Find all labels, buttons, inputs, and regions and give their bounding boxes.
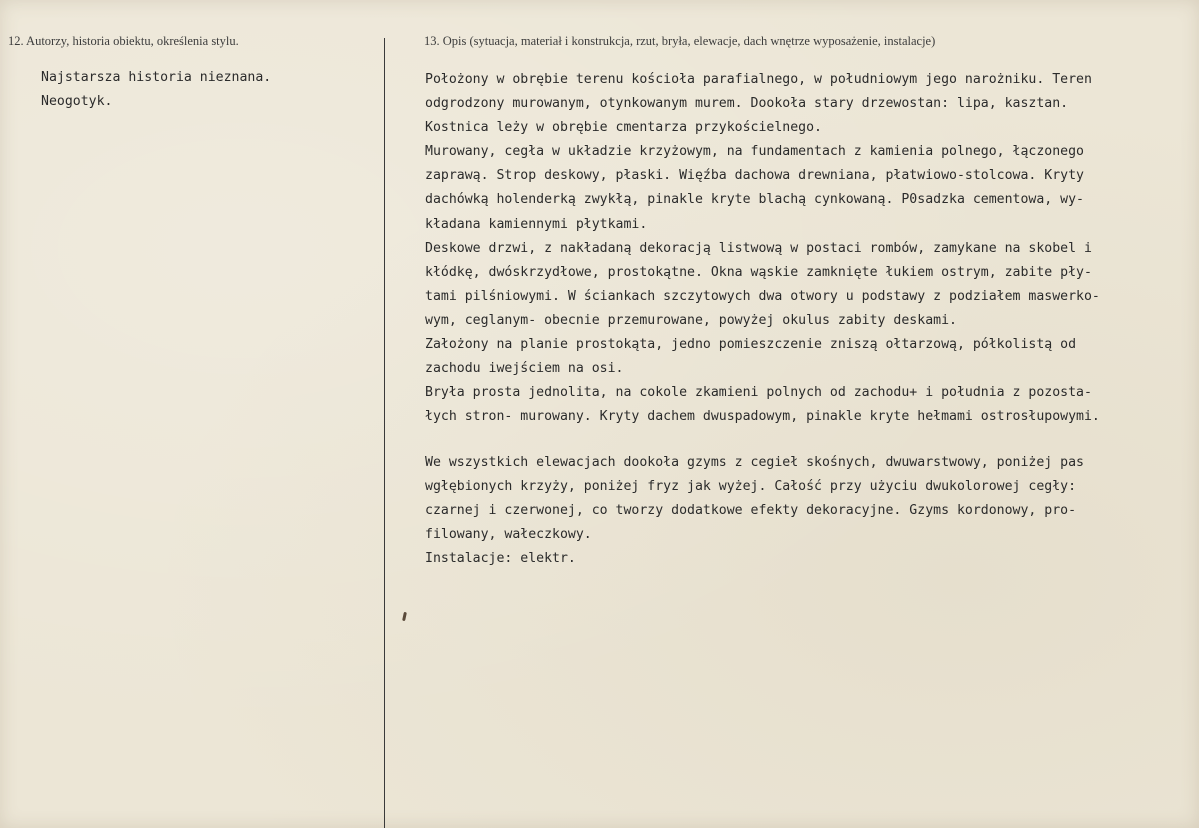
- section-12-header: 12. Autorzy, historia obiektu, określenia stylu.: [8, 34, 239, 48]
- text-line: czarnej i czerwonej, co tworzy dodatkowe efekty dekoracyjne. Gzyms kordonowy, pro-: [425, 503, 1077, 519]
- text-line: kładana kamiennymi płytkami.: [425, 216, 648, 232]
- elevation-description-text: [425, 451, 1084, 571]
- text-line: kłódkę, dwóskrzydłowe, prostokątne. Okna wąskie zamknięte łukiem ostrym, zabite pły-: [425, 264, 1092, 280]
- ink-blot: [402, 612, 407, 621]
- text-line: Kostnica leży w obrębie cmentarza przykościelnego.: [425, 120, 822, 136]
- text-line: zaprawą. Strop deskowy, płaski. Więźba dachowa drewniana, płatwiowo-stolcowa. Kryty: [425, 168, 1084, 184]
- text-line: Bryła prosta jednolita, na cokole zkamieni polnych od zachodu+ i południa z pozosta-: [425, 385, 1092, 401]
- text-line: wym, ceglanym- obecnie przemurowane, powyżej okulus zabity deskami.: [425, 312, 957, 328]
- text-line: Murowany, cegła w układzie krzyżowym, na fundamentach z kamienia polnego, łączonego: [425, 144, 1084, 160]
- text-line: Założony na planie prostokąta, jedno pomieszczenie zniszą ołtarzową, półkolistą od: [425, 337, 1077, 353]
- text-line: Deskowe drzwi, z nakładaną dekoracją listwową w postaci rombów, zamykane na skobel i: [425, 240, 1092, 256]
- history-style-text: [41, 66, 271, 114]
- text-line: Położony w obrębie terenu kościoła parafialnego, w południowym jego narożniku. Teren: [425, 72, 1092, 87]
- text-line: wgłębionych krzyży, poniżej fryz jak wyżej. Całość przy użyciu dwukolorowej cegły:: [425, 479, 1077, 495]
- text-line: dachówką holenderką zwykłą, pinakle kryte blachą cynkowaną. P0sadzka cementowa, wy-: [425, 192, 1084, 208]
- column-divider: [384, 38, 385, 828]
- text-line: zachodu iwejściem na osi.: [425, 361, 624, 377]
- text-line: Najstarsza historia nieznana.: [41, 70, 272, 85]
- text-line: tami pilśniowymi. W ściankach szczytowych dwa otwory u podstawy z podziałem maswerko-: [425, 288, 1100, 304]
- text-line: We wszystkich elewacjach dookoła gzyms z cegieł skośnych, dwuwarstwowy, poniżej pas: [425, 455, 1084, 470]
- text-line: filowany, wałeczkowy.: [425, 527, 592, 543]
- text-line: łych stron- murowany. Kryty dachem dwuspadowym, pinakle kryte hełmami ostrosłupowymi.: [425, 409, 1100, 425]
- description-text: [425, 68, 1100, 429]
- text-line: odgrodzony murowanym, otynkowanym murem. Dookoła stary drzewostan: lipa, kasztan.: [425, 96, 1069, 112]
- text-line: Neogotyk.: [41, 94, 113, 110]
- text-line: Instalacje: elektr.: [425, 551, 576, 567]
- section-13-header: 13. Opis (sytuacja, materiał i konstrukcja, rzut, bryła, elewacje, dach wnętrze wyposażenie, instalacje): [424, 34, 936, 48]
